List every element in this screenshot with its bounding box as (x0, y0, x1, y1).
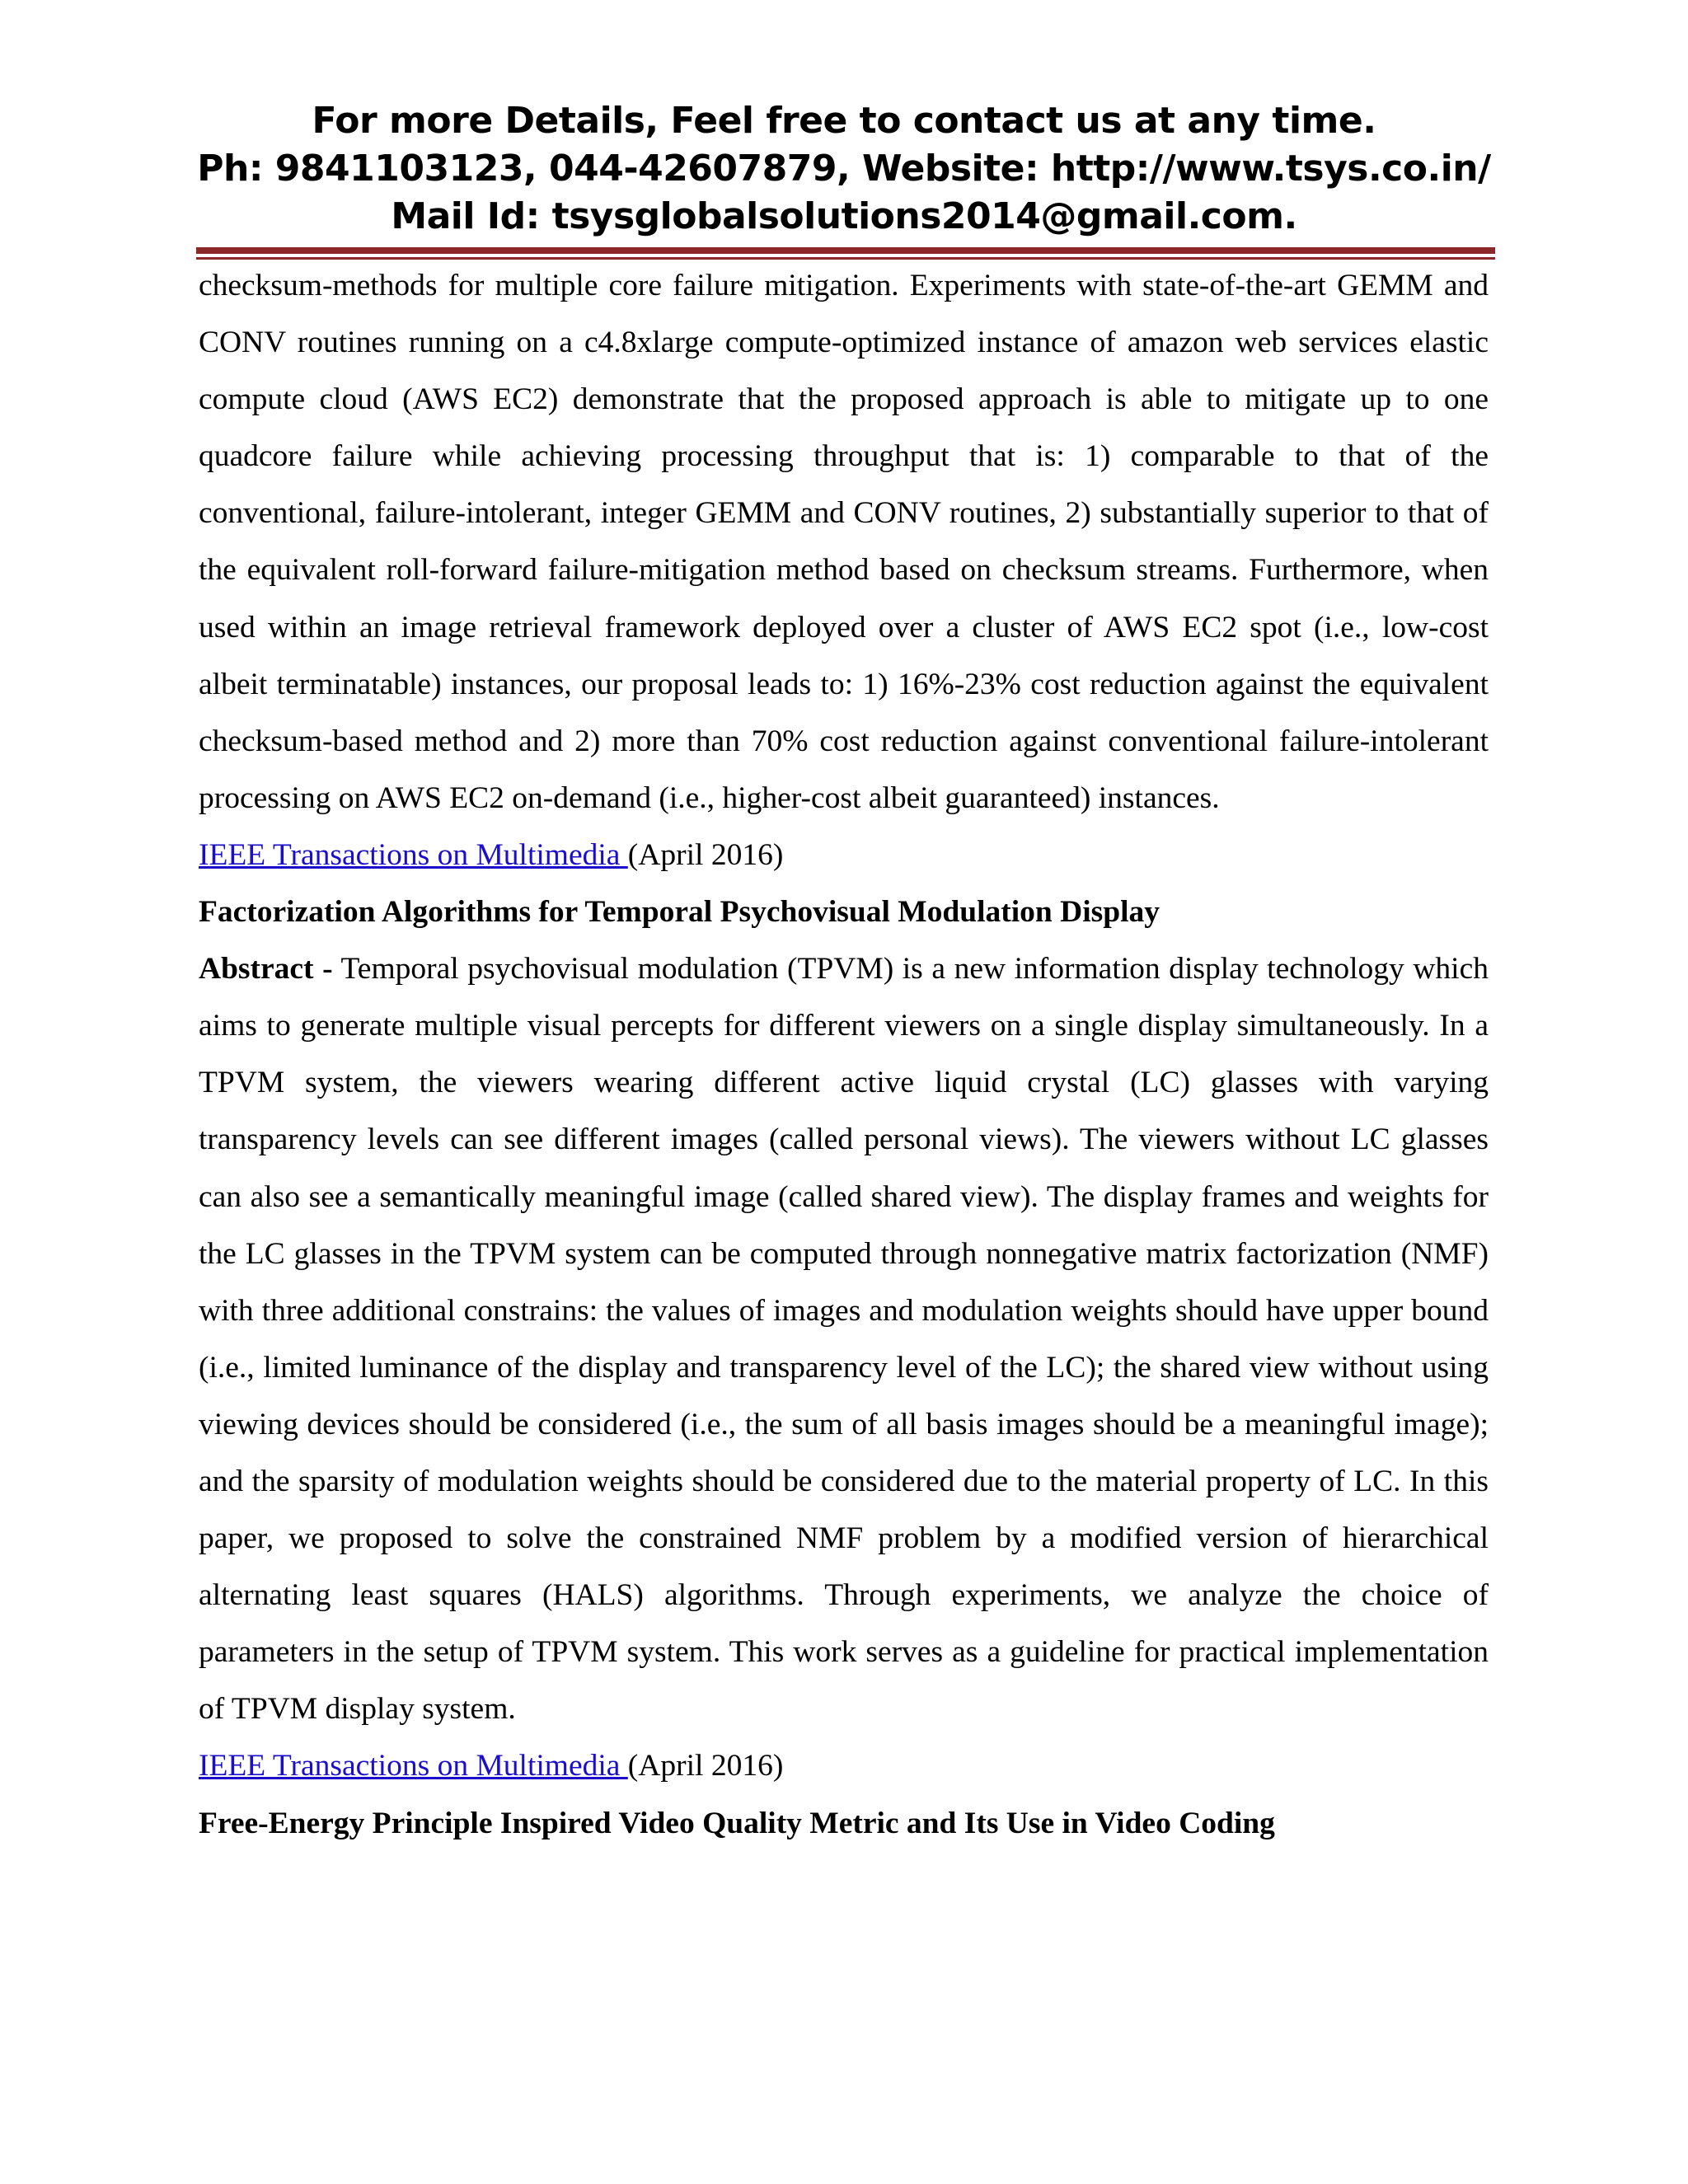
continued-abstract-text: checksum-methods for multiple core failure mitigation. Experiments with state-of-the-art GEMM and CONV routines running on a c4.8xlarge compute-optimized instance of amazon web services elastic compute cloud (AWS EC2) demonstrate that the proposed approach is able to mitigate up to one quadcore failure while achieving processing throughput that is: 1) comparable to that of the conventional, failure-intolerant, integer GEMM and CONV routines, 2) substantially superior to that of the equivalent roll-forward failure-mitigation method based on checksum streams. Furthermore, when used within an image retrieval framework deployed over a cluster of AWS EC2 spot (i.e., low-cost albeit terminatable) instances, our proposal leads to: 1) 16%-23% cost reduction against the equivalent checksum-based method and 2) more than 70% cost reduction against conventional failure-intolerant processing on AWS EC2 on-demand (i.e., higher-cost albeit guaranteed) instances. (199, 269, 1489, 815)
journal-link[interactable]: IEEE Transactions on Multimedia (199, 837, 628, 872)
document-body (199, 257, 1489, 1852)
journal-reference (199, 827, 1489, 883)
header-divider-thick (196, 247, 1495, 254)
journal-link[interactable]: IEEE Transactions on Multimedia (199, 1749, 628, 1783)
header-email-line: Mail Id: tsysglobalsolutions2014@gmail.com. (391, 195, 1297, 237)
paper-title: Free-Energy Principle Inspired Video Quality Metric and Its Use in Video Coding (199, 1806, 1275, 1840)
publication-date: (April 2016) (627, 1749, 784, 1783)
journal-reference (199, 1737, 1489, 1794)
abstract-text: Temporal psychovisual modulation (TPVM) is a new information display technology which aims to generate multiple visual percepts for different viewers on a single display simultaneously. In a TPVM system, the viewers wearing different active liquid crystal (LC) glasses with varying transparency levels can see different images (called personal views). The viewers without LC glasses can also see a semantically meaningful image (called shared view). The display frames and weights for the LC glasses in the TPVM system can be computed through nonnegative matrix factorization (NMF) with three additional constrains: the values of images and modulation weights should have upper bound (i.e., limited luminance of the display and transparency level of the LC); the shared view without using viewing devices should be considered (i.e., the sum of all basis images should be a meaningful image); and the sparsity of modulation weights should be considered due to the material property of LC. In this paper, we proposed to solve the constrained NMF problem by a modified version of hierarchical alternating least squares (HALS) algorithms. Through experiments, we analyze the choice of parameters in the setup of TPVM system. This work serves as a guideline for practical implementation of TPVM display system. (199, 952, 1489, 1727)
paper-title: Factorization Algorithms for Temporal Psychovisual Modulation Display (199, 895, 1160, 930)
header-phone-website-line: Ph: 9841103123, 044-42607879, Website: http://www.tsys.co.in/ (197, 148, 1491, 190)
abstract-label: Abstract - (199, 952, 333, 987)
publication-date: (April 2016) (627, 837, 784, 872)
contact-header (165, 97, 1523, 241)
abstract-paragraph (199, 940, 1489, 1737)
header-contact-line: For more Details, Feel free to contact us at any time. (312, 100, 1376, 142)
